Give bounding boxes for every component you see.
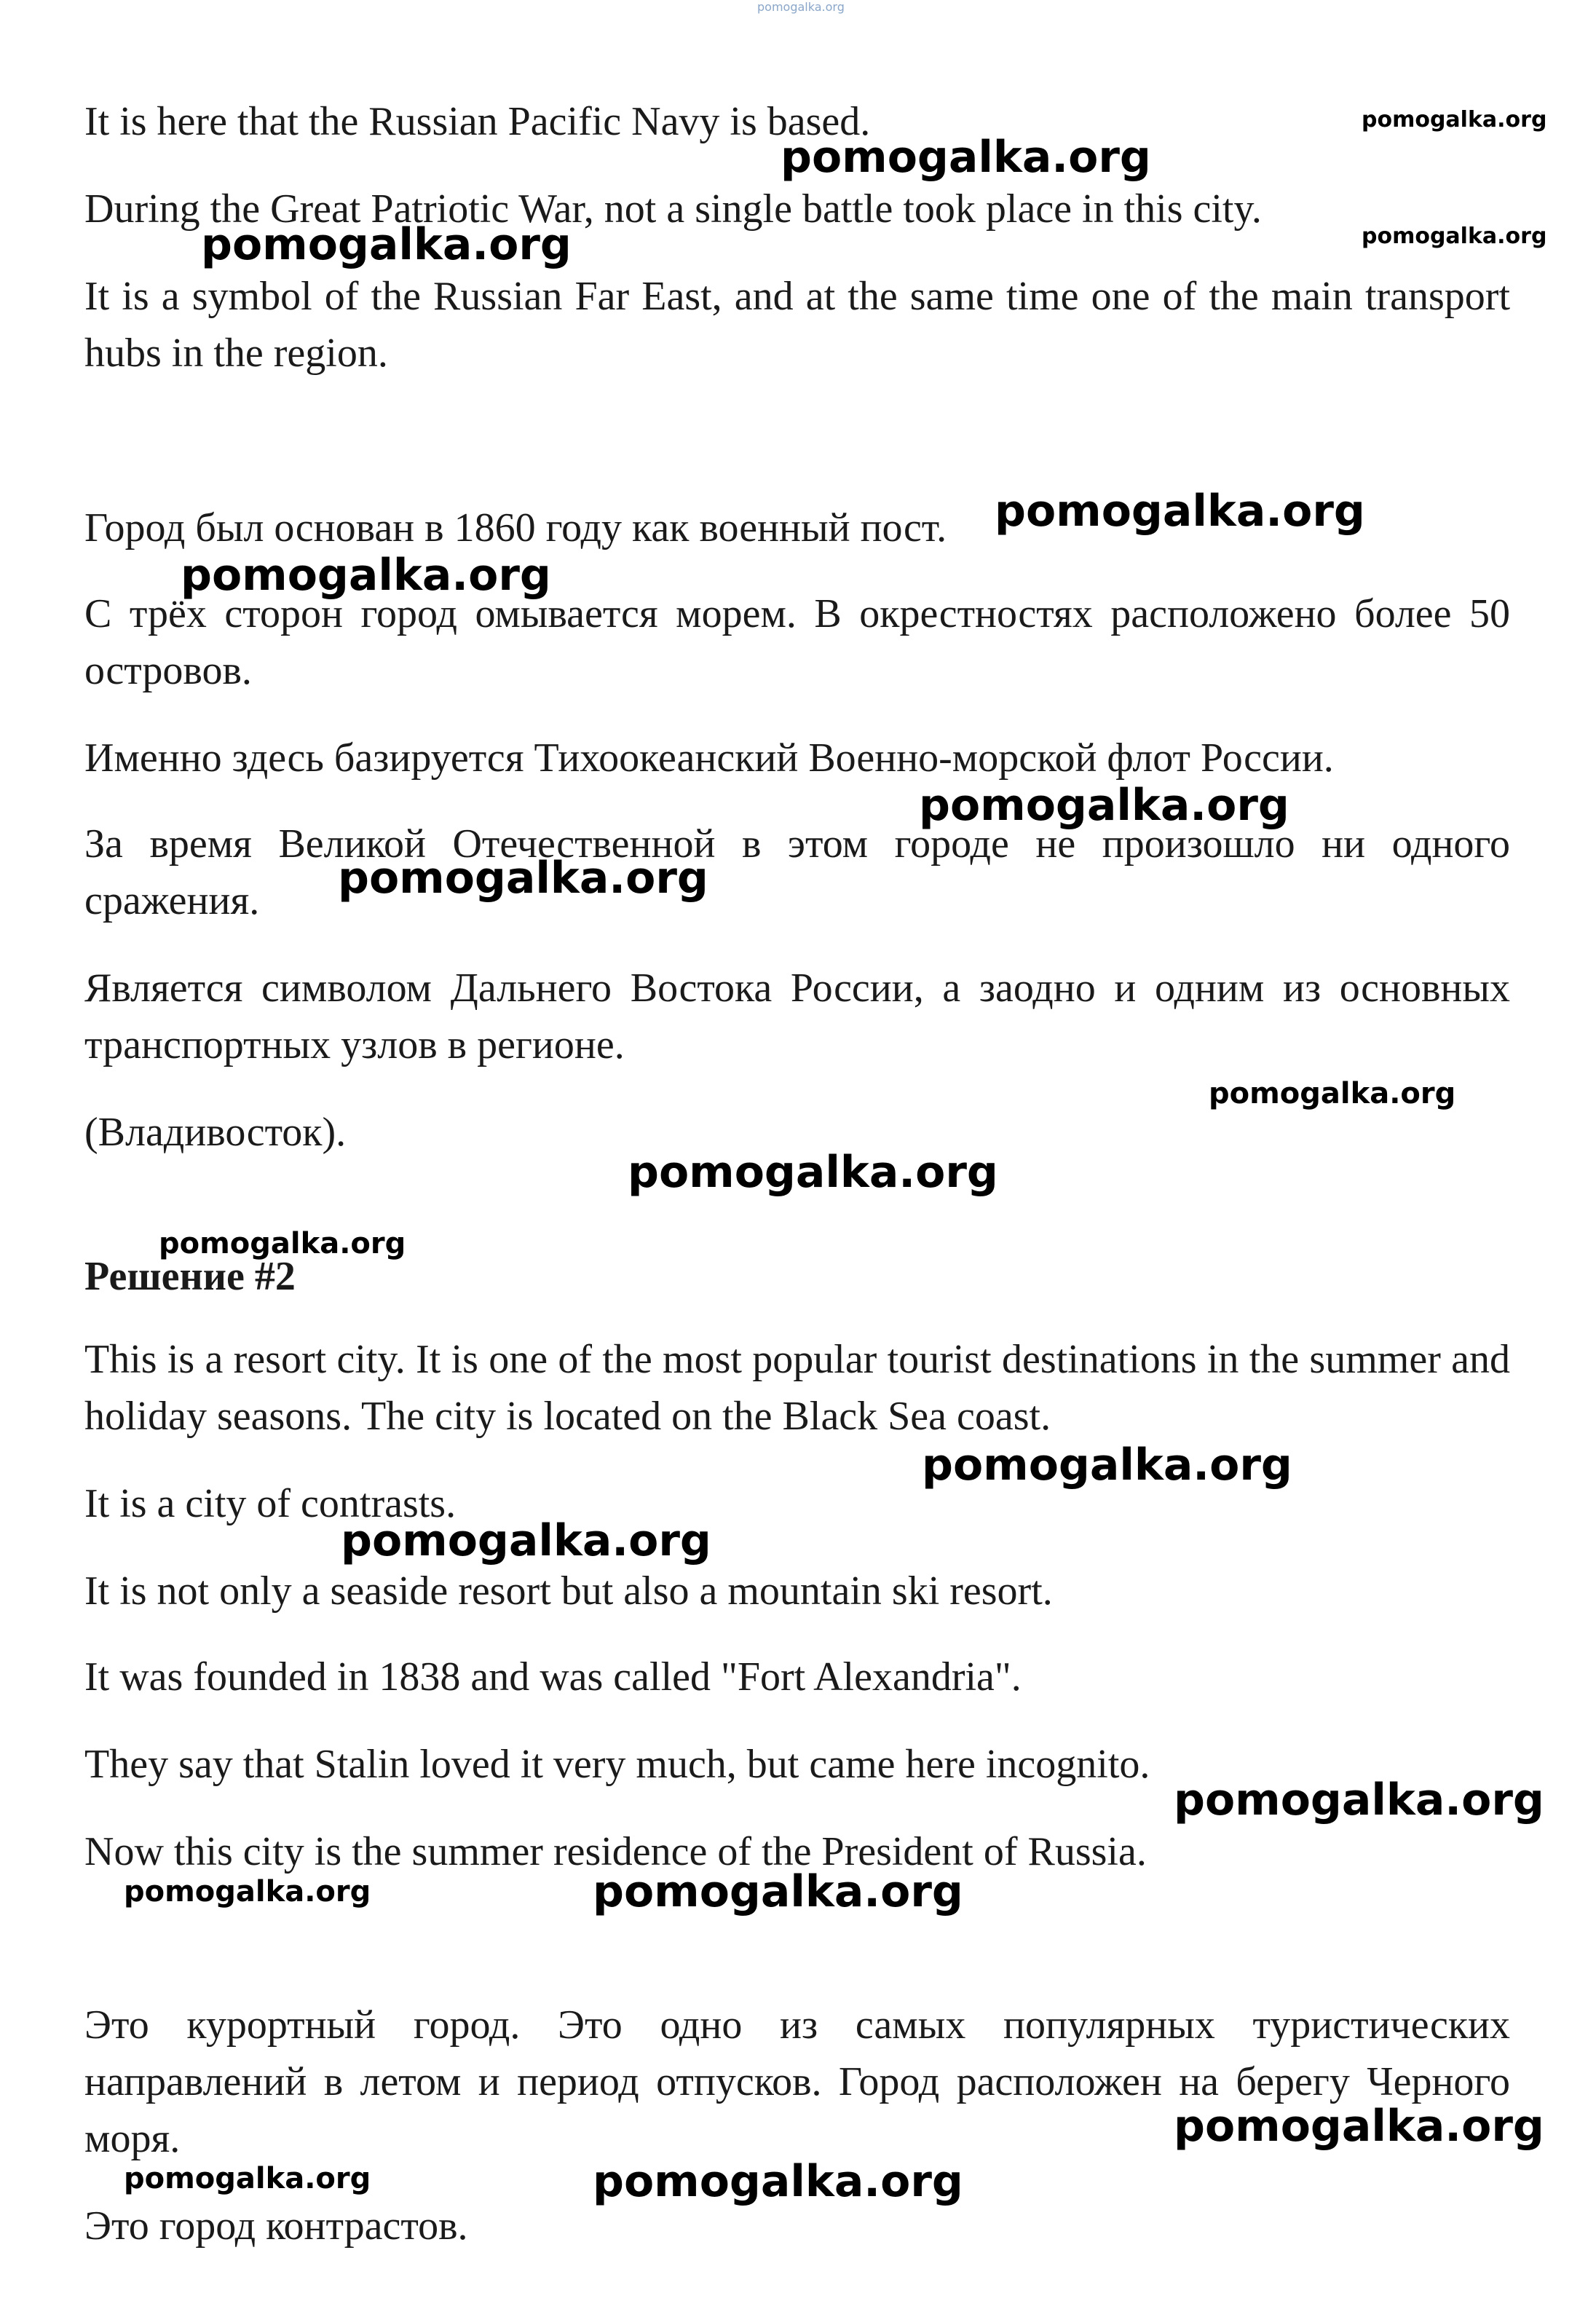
paragraph-contrasts: It is a city of contrasts. [84,1481,457,1526]
paragraph-navy-based: It is here that the Russian Pacific Navy is based. [84,99,871,144]
watermark: pomogalka.org [995,486,1365,537]
paragraph-founded-1838: It was founded in 1838 and was called "Fort Alexandria". [84,1654,1022,1700]
watermark: pomogalka.org [124,2162,371,2195]
paragraph-no-battle-ru: За время Великой Отечественной в этом городе не произошло ни одного сражения. [84,821,1510,923]
paragraph-resort-city: This is a resort city. It is one of the most popular tourist destinations in the summer and holiday seasons. The city is located on the Black Sea coast. [84,1337,1510,1439]
paragraph-founded-1860: Город был основан в 1860 году как военный пост. [84,505,947,550]
watermark: pomogalka.org [919,780,1289,831]
watermark: pomogalka.org [1362,107,1547,133]
paragraph-sea-three-sides: С трёх сторон город омывается морем. В окрестностях расположено более 50 островов. [84,591,1510,693]
watermark: pomogalka.org [181,550,551,601]
watermark: pomogalka.org [1362,224,1547,249]
paragraph-no-battle: During the Great Patriotic War, not a single battle took place in this city. [84,186,1262,232]
watermark: pomogalka.org [781,132,1151,183]
paragraph-contrasts-ru: Это город контрастов. [84,2203,468,2249]
watermark: pomogalka.org [1209,1077,1456,1110]
watermark: pomogalka.org [922,1440,1292,1491]
paragraph-stalin: They say that Stalin loved it very much, but came here incognito. [84,1742,1150,1787]
watermark: pomogalka.org [1174,2101,1544,2152]
watermark: pomogalka.org [593,1866,963,1917]
paragraph-resort-city-ru: Это курортный город. Это одно из самых популярных туристических направлений в летом и период отпусков. Город расположен на берегу Черного моря. [84,2002,1510,2161]
watermark: pomogalka.org [628,1147,998,1198]
watermark: pomogalka.org [593,2156,963,2207]
watermark: pomogalka.org [124,1875,371,1909]
watermark: pomogalka.org [341,1515,711,1566]
section-heading-solution-2: Решение #2 [84,1254,296,1299]
paragraph-pacific-fleet-ru: Именно здесь базируется Тихоокеанский Военно-морской флот России. [84,735,1334,781]
paragraph-symbol-far-east: It is a symbol of the Russian Far East, and at the same time one of the main transport hubs in the region. [84,274,1510,376]
paragraph-summer-residence: Now this city is the summer residence of the President of Russia. [84,1829,1147,1874]
watermark: pomogalka.org [159,1227,406,1260]
watermark: pomogalka.org [1174,1775,1544,1825]
watermark: pomogalka.org [338,853,708,904]
header-watermark: pomogalka.org [757,0,845,14]
watermark: pomogalka.org [201,219,572,270]
paragraph-ski-resort: It is not only a seaside resort but also a mountain ski resort. [84,1568,1053,1614]
paragraph-symbol-ru: Является символом Дальнего Востока России, а заодно и одним из основных транспортных узлов в регионе. [84,966,1510,1067]
paragraph-answer-vladivostok: (Владивосток). [84,1110,347,1155]
